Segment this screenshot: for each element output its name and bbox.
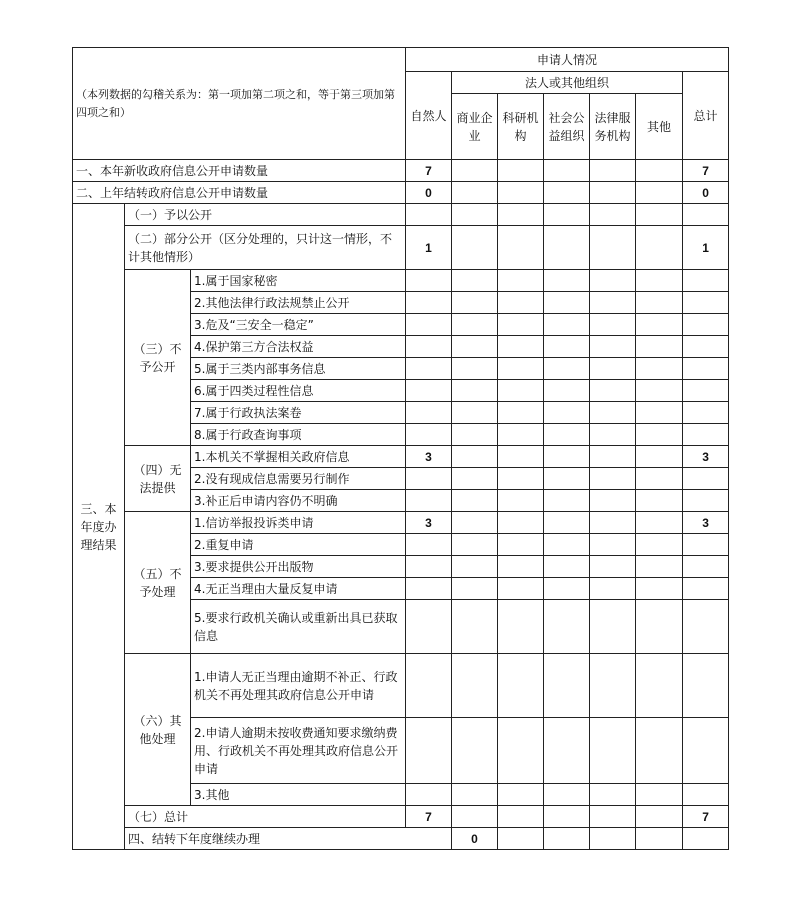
item-label: 2.重复申请 [191, 534, 406, 556]
group-label: （六）其他处理 [125, 654, 191, 806]
row-label: （一）予以公开 [125, 204, 406, 226]
item-label: 4.保护第三方合法权益 [191, 336, 406, 358]
item-label: 1.信访举报投诉类申请 [191, 512, 406, 534]
header-commercial: 商业企业 [452, 94, 498, 160]
header-applicant: 申请人情况 [406, 48, 729, 72]
row-label: （二）部分公开（区分处理的，只计这一情形，不计其他情形） [125, 226, 406, 270]
header-total: 总计 [683, 72, 729, 160]
natural-value: 7 [406, 160, 452, 182]
row-label: （七）总计 [125, 806, 406, 828]
natural-value: 0 [452, 828, 498, 850]
table-row [73, 226, 729, 270]
table-row [73, 446, 729, 468]
natural-value: 0 [406, 182, 452, 204]
item-label: 5.属于三类内部事务信息 [191, 358, 406, 380]
item-label: 3.要求提供公开出版物 [191, 556, 406, 578]
row-label: 二、上年结转政府信息公开申请数量 [73, 182, 406, 204]
total-value: 1 [683, 226, 729, 270]
disclosure-stats-table [72, 47, 729, 850]
natural-value: 7 [406, 806, 452, 828]
header-natural-person: 自然人 [406, 72, 452, 160]
header-research: 科研机构 [498, 94, 544, 160]
item-label: 8.属于行政查询事项 [191, 424, 406, 446]
item-label: 3.补正后申请内容仍不明确 [191, 490, 406, 512]
item-label: 2.没有现成信息需要另行制作 [191, 468, 406, 490]
group-label: （四）无法提供 [125, 446, 191, 512]
header-social: 社会公益组织 [544, 94, 590, 160]
item-label: 1.属于国家秘密 [191, 270, 406, 292]
item-label: 5.要求行政机关确认或重新出具已获取信息 [191, 600, 406, 654]
total-value: 7 [683, 160, 729, 182]
total-value: 0 [683, 182, 729, 204]
total-value: 3 [683, 512, 729, 534]
row-label: 四、结转下年度继续办理 [125, 828, 452, 850]
table-row [73, 806, 729, 828]
header-legal-org: 法人或其他组织 [452, 72, 683, 94]
table-row [73, 160, 729, 182]
item-label: 3.其他 [191, 784, 406, 806]
header-other: 其他 [636, 94, 683, 160]
table-row [73, 182, 729, 204]
item-label: 6.属于四类过程性信息 [191, 380, 406, 402]
item-label: 2.其他法律行政法规禁止公开 [191, 292, 406, 314]
section3-label: 三、本年度办理结果 [73, 204, 125, 850]
group-label: （三）不予公开 [125, 270, 191, 446]
header-legal-service: 法律服务机构 [590, 94, 636, 160]
item-label: 2.申请人逾期未按收费通知要求缴纳费用、行政机关不再处理其政府信息公开申请 [191, 718, 406, 784]
natural-value: 3 [406, 446, 452, 468]
natural-value: 3 [406, 512, 452, 534]
item-label: 3.危及“三安全一稳定” [191, 314, 406, 336]
row-label: 一、本年新收政府信息公开申请数量 [73, 160, 406, 182]
total-value: 7 [683, 806, 729, 828]
table-row [73, 828, 729, 850]
item-label: 1.本机关不掌握相关政府信息 [191, 446, 406, 468]
table-row [73, 512, 729, 534]
item-label: 4.无正当理由大量反复申请 [191, 578, 406, 600]
table-row [73, 204, 729, 226]
table-row [73, 654, 729, 718]
total-value: 3 [683, 446, 729, 468]
item-label: 7.属于行政执法案卷 [191, 402, 406, 424]
natural-value: 1 [406, 226, 452, 270]
group-label: （五）不予处理 [125, 512, 191, 654]
header-note: （本列数据的勾稽关系为：第一项加第二项之和，等于第三项加第四项之和） [73, 48, 406, 160]
item-label: 1.申请人无正当理由逾期不补正、行政机关不再处理其政府信息公开申请 [191, 654, 406, 718]
table-row [73, 270, 729, 292]
